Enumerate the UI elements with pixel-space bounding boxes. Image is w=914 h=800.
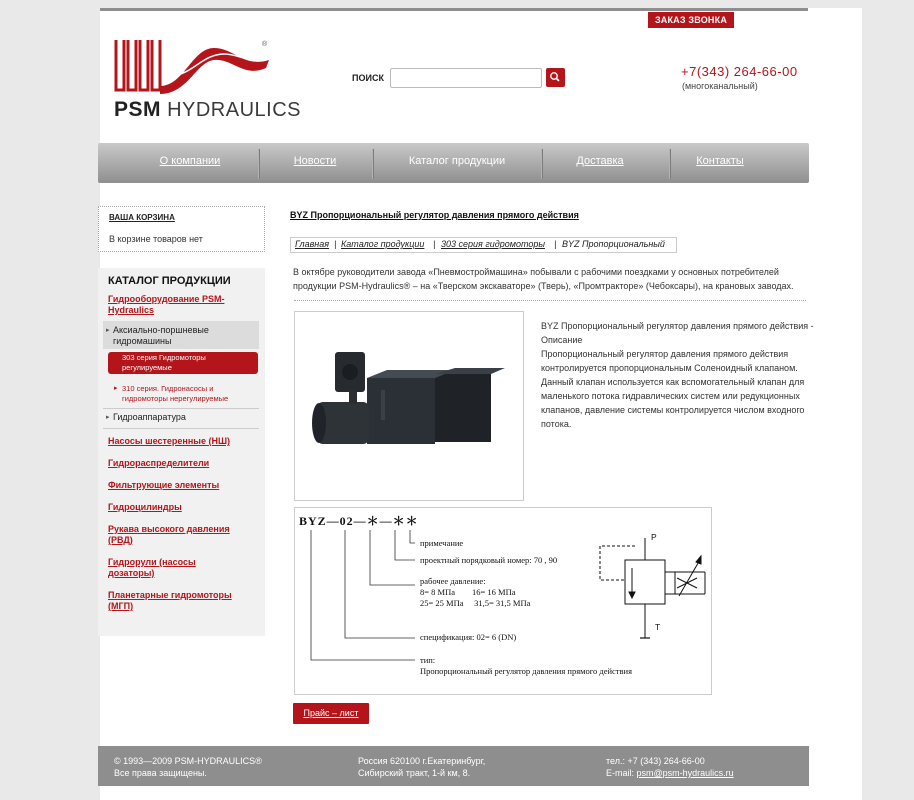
logo-mark-icon [114,38,274,98]
diagram-type-value: Пропорциональный регулятор давления прямого действия [420,666,632,676]
catalog-item-label: Аксиально-поршневые гидромашины [113,325,209,346]
search-input[interactable] [390,68,542,88]
footer-phone: тел.: +7 (343) 264-66-00 [606,756,705,766]
bullet-icon: ▸ [114,385,118,392]
breadcrumb-separator: | [554,239,557,249]
search-label: ПОИСК [352,73,384,83]
footer-copyright: © 1993—2009 PSM-HYDRAULICS® [114,756,262,766]
catalog-link[interactable]: Насосы шестеренные (НШ) [108,436,230,446]
footer-contact-block [606,755,734,779]
nav-divider [669,149,671,179]
model-code: BYZ—02—＊—＊＊ [299,514,419,528]
bullet-icon: ▸ [106,327,110,334]
footer-address-line1: Россия 620100 г.Екатеринбург, [358,756,486,766]
cart-box [98,206,265,252]
footer-copyright-block [114,755,262,779]
catalog-title: КАТАЛОГ ПРОДУКЦИИ [108,275,231,287]
catalog-link[interactable]: Гидроцилиндры [108,502,182,512]
logo-text: PSM HYDRAULICS [114,98,301,121]
nav-news[interactable]: Новости [293,155,337,167]
description-body: Пропорциональный регулятор давления прямого действия контролируется пропорциональным Соленоидный клапаном. Данный клапан используется как вспомогательный клапан для маленького потока гидравлических систем или редукционных клапанов, давление системы контролируется числом входного потока. [541,349,805,429]
catalog-item-hydro-apparatus[interactable]: Гидроаппаратура [113,412,186,422]
cart-status: В корзине товаров нет [109,234,203,244]
nav-delivery[interactable]: Доставка [576,155,624,167]
port-p-label: P [651,532,657,542]
cart-title[interactable]: ВАША КОРЗИНА [109,213,175,222]
catalog-item-310[interactable]: 310 серия. Гидронасосы и гидромоторы нерегулируемые [122,384,229,403]
page-title: BYZ Пропорциональный регулятор давления прямого действия [290,210,579,220]
footer-address-block [358,755,485,779]
breadcrumb-catalog[interactable]: Каталог продукции [341,239,425,249]
breadcrumb-series-303[interactable]: 303 серия гидромоторы [441,239,545,249]
diagram-pressure-title: рабочее давление: [420,576,486,586]
breadcrumb [290,237,677,253]
dotted-divider [294,300,806,301]
nav-divider [541,149,543,179]
callback-button[interactable]: ЗАКАЗ ЗВОНКА [648,12,734,28]
catalog-item-label: 303 серия Гидромоторы регулируемые [122,353,206,372]
product-description [541,319,826,431]
top-divider [100,8,808,11]
port-t-label: T [655,622,661,632]
phone-note: (многоканальный) [682,81,758,91]
catalog-item-303-active[interactable] [108,352,258,374]
divider [103,408,259,409]
footer-email-link[interactable]: psm@psm-hydraulics.ru [636,768,734,778]
divider [103,428,259,429]
nav-about[interactable]: О компании [159,155,221,167]
catalog-sidebar [98,268,265,636]
catalog-item-axial-piston[interactable] [103,321,259,349]
catalog-link[interactable]: Планетарные гидромоторы (МГП) [108,590,232,611]
breadcrumb-home[interactable]: Главная [295,239,330,249]
breadcrumb-current: BYZ Пропорциональный [562,239,665,249]
description-heading: BYZ Пропорциональный регулятор давления прямого действия - Описание [541,321,814,345]
product-photo [294,311,524,501]
search-icon [546,68,565,87]
intro-text: В октябре руководители завода «Пневмостроймашина» побывали с рабочими поездками у основных потребителей продукции PSM-Hydraulics® – на «Тверском экскаваторе» (Тверь), «Промтракторе» (Чебоксары), на крановых заводах. [293,267,794,291]
search-button[interactable] [546,68,565,87]
header-phone: +7(343) 264-66-00 [681,64,798,79]
diagram-type-title: тип: [420,655,436,665]
diagram-serial: проектный порядковый номер: 70 , 90 [420,555,558,565]
catalog-link[interactable]: Рукава высокого давления (РВД) [108,524,230,545]
valve-image [295,312,523,500]
price-list-button[interactable]: Прайс – лист [293,703,369,724]
catalog-link[interactable]: Гидрораспределители [108,458,210,468]
nav-contacts[interactable]: Контакты [696,155,744,167]
diagram-pressure-row1: 8= 8 МПа 16= 16 МПа [420,587,516,597]
diagram-spec: спецификация: 02= 6 (DN) [420,632,517,642]
bullet-icon: ▸ [106,414,110,421]
breadcrumb-separator: | [334,239,337,249]
nav-divider [372,149,374,179]
footer-address-line2: Сибирский тракт, 1-й км, 8. [358,768,471,778]
catalog-link[interactable]: Фильтрующие элементы [108,480,220,490]
catalog-link[interactable]: Гидрорули (насосы дозаторы) [108,557,196,578]
catalog-group-psm[interactable]: Гидрооборудование PSM-Hydraulics [108,294,225,315]
footer-rights: Все права защищены. [114,768,207,778]
diagram-note: примечание [420,538,464,548]
footer [98,746,809,786]
model-code-diagram [294,507,712,695]
svg-text:®: ® [262,41,268,48]
footer-email-row [606,767,734,779]
nav-catalog[interactable]: Каталог продукции [408,155,506,167]
footer-email-label: E-mail: [606,768,637,778]
nav-divider [258,149,260,179]
diagram-pressure-row2: 25= 25 МПа 31,5= 31,5 МПа [420,598,531,608]
breadcrumb-separator: | [433,239,436,249]
main-nav [98,143,809,183]
